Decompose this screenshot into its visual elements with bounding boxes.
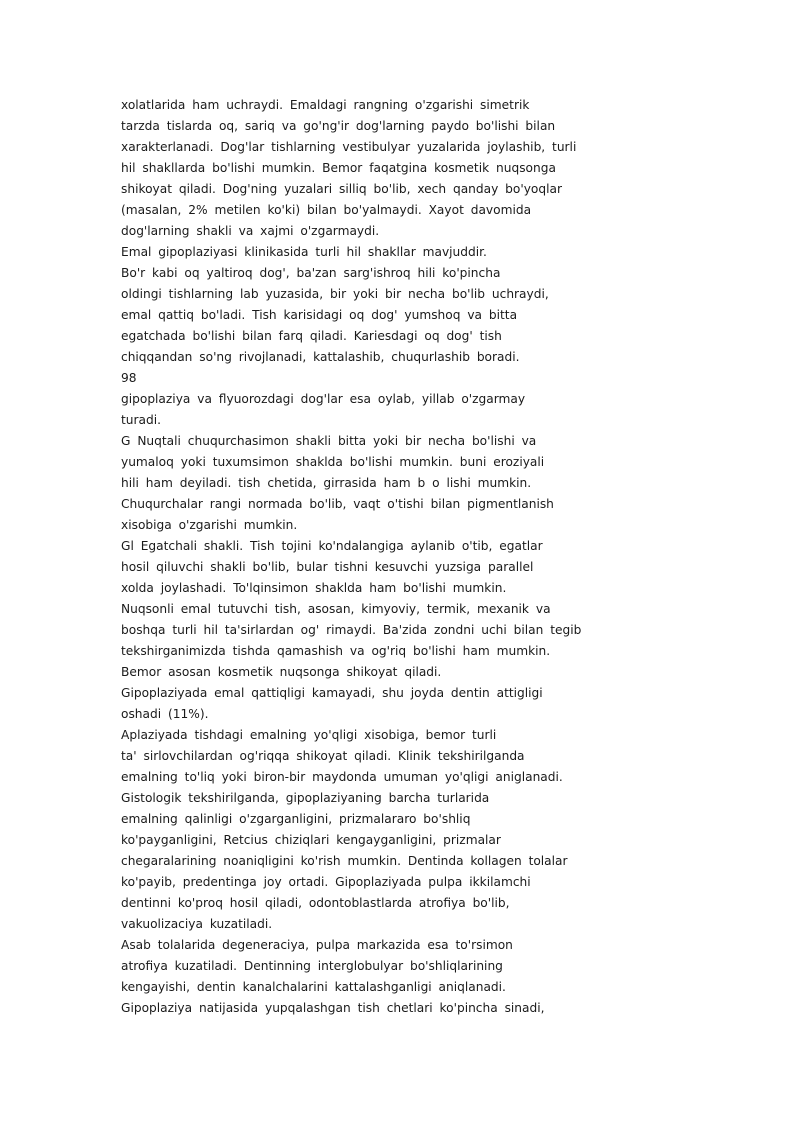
text-line: G Nuqtali chuqurchasimon shakli bitta yoki bir necha bo'lishi va [121,434,537,448]
page-number: 98 [121,371,137,385]
text-line: ko'payganligini, Retcius chiziqlari kengayganligini, prizmalar [121,833,501,847]
text-line: emal qattiq bo'ladi. Tish karisidagi oq dog' yumshoq va bitta [121,308,518,322]
text-line: vakuolizaciya kuzatiladi. [121,917,273,931]
text-line: Bo'r kabi oq yaltiroq dog', ba'zan sarg'ishroq hili ko'pincha [121,266,501,280]
text-line: chegaralarining noaniqligini ko'rish mumkin. Dentinda kollagen tolalar [121,854,568,868]
text-line: Gipoplaziyada emal qattiqligi kamayadi, shu joyda dentin attigligi [121,686,543,700]
text-line: tarzda tislarda oq, sariq va go'ng'ir dog'larning paydo bo'lishi bilan [121,119,556,133]
text-line: shikoyat qiladi. Dog'ning yuzalari silliq bo'lib, xech qanday bo'yoqlar [121,182,562,196]
text-line: xolda joylashadi. To'lqinsimon shaklda ham bo'lishi mumkin. [121,581,507,595]
text-line: Gl Egatchali shakli. Tish tojini ko'ndalangiga aylanib o'tib, egatlar [121,539,543,553]
text-line: dentinni ko'proq hosil qiladi, odontoblastlarda atrofiya bo'lib, [121,896,510,910]
text-line: ta' sirlovchilardan og'riqqa shikoyat qiladi. Klinik tekshirilganda [121,749,525,763]
text-line: turadi. [121,413,161,427]
text-line: tekshirganimizda tishda qamashish va og'riq bo'lishi ham mumkin. [121,644,551,658]
text-line: kengayishi, dentin kanalchalarini kattalashganligi aniqlanadi. [121,980,506,994]
text-line: hosil qiluvchi shakli bo'lib, bular tishni kesuvchi yuzsiga parallel [121,560,534,574]
text-line: Asab tolalarida degeneraciya, pulpa markazida esa to'rsimon [121,938,513,952]
text-line: Gistologik tekshirilganda, gipoplaziyaning barcha turlarida [121,791,490,805]
text-line: xarakterlanadi. Dog'lar tishlarning vestibulyar yuzalarida joylashib, turli [121,140,577,154]
text-line: boshqa turli hil ta'sirlardan og' rimaydi. Ba'zida zondni uchi bilan tegib [121,623,582,637]
text-line: hil shakllarda bo'lishi mumkin. Bemor faqatgina kosmetik nuqsonga [121,161,556,175]
text-line: oldingi tishlarning lab yuzasida, bir yoki bir necha bo'lib uchraydi, [121,287,549,301]
text-line: chiqqandan so'ng rivojlanadi, kattalashib, chuqurlashib boradi. [121,350,520,364]
text-line: ko'payib, predentinga joy ortadi. Gipoplaziyada pulpa ikkilamchi [121,875,531,889]
text-line: xolatlarida ham uchraydi. Emaldagi rangning o'zgarishi simetrik [121,98,530,112]
text-line: Nuqsonli emal tutuvchi tish, asosan, kimyoviy, termik, mexanik va [121,602,551,616]
text-line: dog'larning shakli va xajmi o'zgarmaydi. [121,224,380,238]
text-line: hili ham deyiladi. tish chetida, girrasida ham b o lishi mumkin. [121,476,532,490]
body-text [121,95,582,1019]
text-line: egatchada bo'lishi bilan farq qiladi. Kariesdagi oq dog' tish [121,329,502,343]
text-line: Gipoplaziya natijasida yupqalashgan tish chetlari ko'pincha sinadi, [121,1001,545,1015]
text-line: oshadi (11%). [121,707,209,721]
text-line: atrofiya kuzatiladi. Dentinning interglobulyar bo'shliqlarining [121,959,503,973]
text-line: xisobiga o'zgarishi mumkin. [121,518,298,532]
text-line: emalning to'liq yoki biron-bir maydonda umuman yo'qligi aniglanadi. [121,770,563,784]
text-line: gipoplaziya va flyuorozdagi dog'lar esa oylab, yillab o'zgarmay [121,392,526,406]
text-line: emalning qalinligi o'zgarganligini, prizmalararo bo'shliq [121,812,471,826]
text-line: Aplaziyada tishdagi emalning yo'qligi xisobiga, bemor turli [121,728,497,742]
text-line: Emal gipoplaziyasi klinikasida turli hil shakllar mavjuddir. [121,245,487,259]
text-line: yumaloq yoki tuxumsimon shaklda bo'lishi mumkin. buni eroziyali [121,455,545,469]
text-line: Bemor asosan kosmetik nuqsonga shikoyat qiladi. [121,665,442,679]
text-line: Chuqurchalar rangi normada bo'lib, vaqt o'tishi bilan pigmentlanish [121,497,554,511]
text-line: (masalan, 2% metilen ko'ki) bilan bo'yalmaydi. Xayot davomida [121,203,532,217]
